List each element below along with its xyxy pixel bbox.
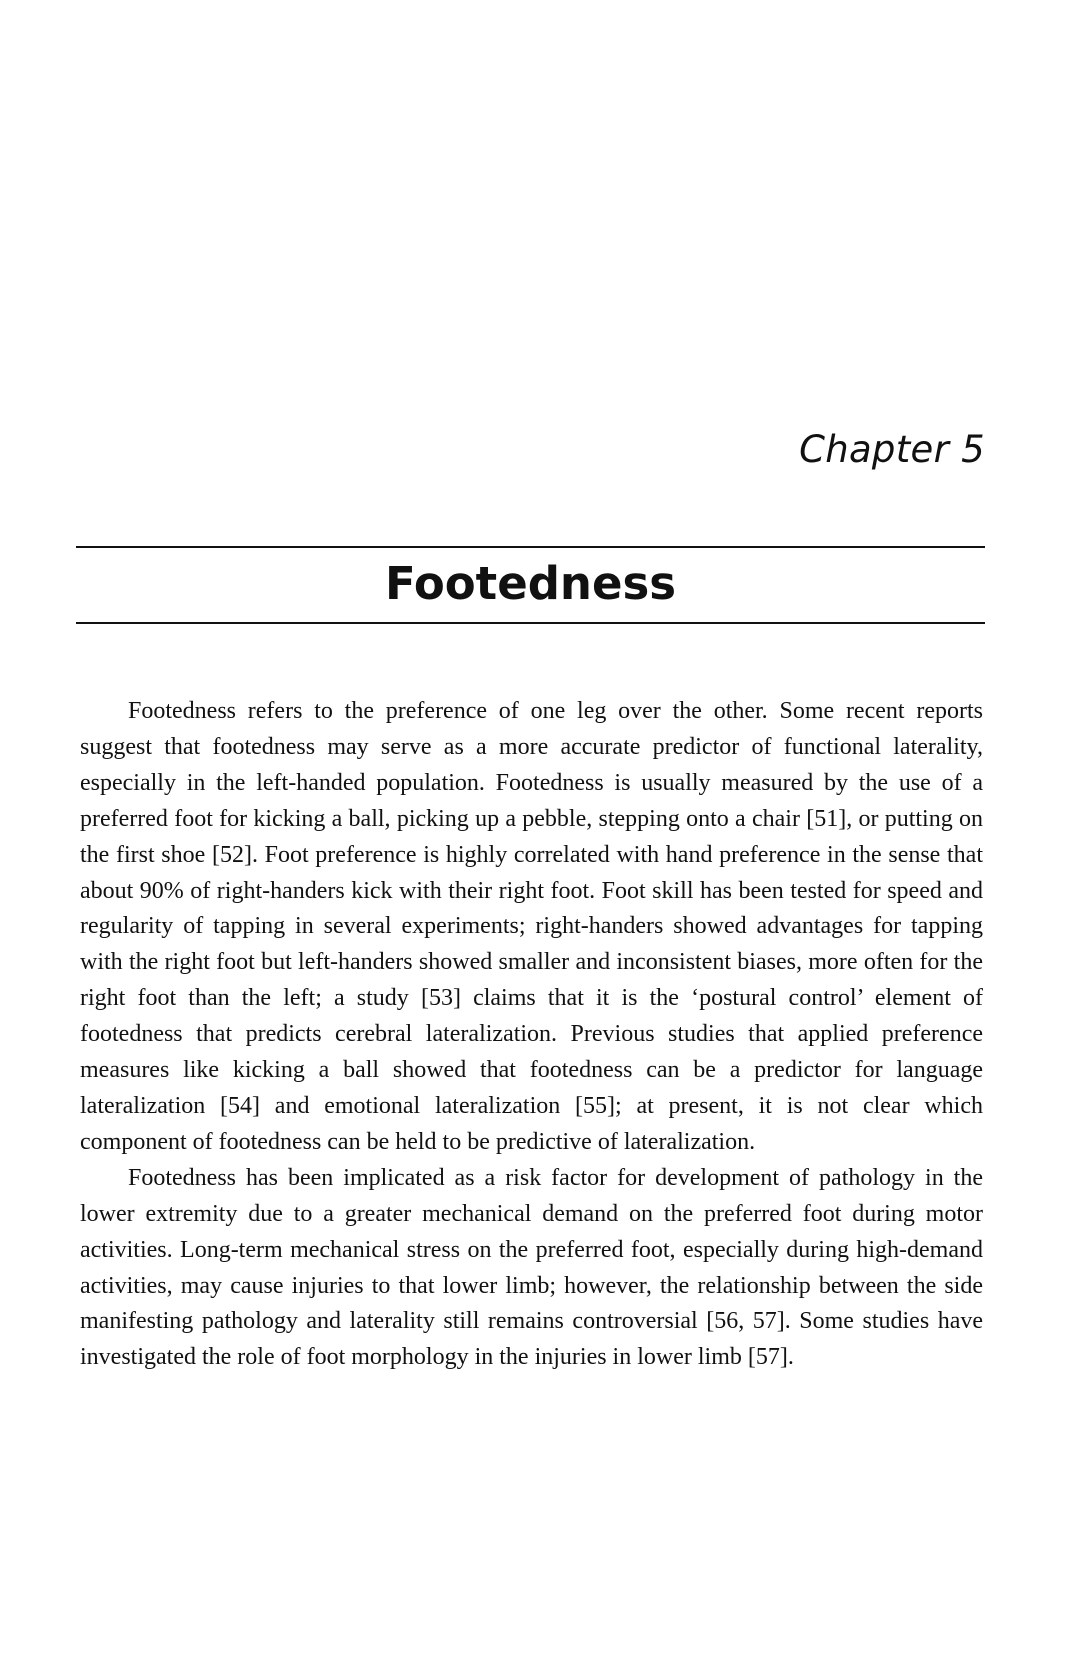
body-paragraph-1: Footedness refers to the preference of one leg over the other. Some recent reports suggest that footedness may serve as a more accurate predictor of functional laterality, especially in the left-handed population. Footedness is usually measured by the use of a preferred foot for kicking a ball, picking up a pebble, stepping onto a chair [51], or putting on the first shoe [52]. Foot preference is highly correlated with hand preference in the sense that about 90% of right-handers kick with their right foot. Foot skill has been tested for speed and regularity of tapping in several experiments; right-handers showed advantages for tapping with the right foot but left-handers showed smaller and inconsistent biases, more often for the right foot than the left; a study [53] claims that it is the ‘postural control’ element of footedness that predicts cerebral lateralization. Previous studies that applied preference measures like kicking a ball showed that footedness can be a predictor for language lateralization [54] and emotional lateralization [55]; at present, it is not clear which component of footedness can be held to be predictive of lateralization. xyxy=(80,698,983,1155)
title-bottom-rule xyxy=(76,622,985,624)
title-top-rule xyxy=(76,546,985,548)
chapter-number: Chapter 5 xyxy=(799,428,985,471)
chapter-body xyxy=(80,694,983,1376)
body-paragraph-2: Footedness has been implicated as a risk factor for development of pathology in the lower extremity due to a greater mechanical demand on the preferred foot during motor activities. Long-term mechanical stress on the preferred foot, especially during high-demand activities, may cause injuries to that lower limb; however, the relationship between the side manifesting pathology and laterality still remains controversial [56, 57]. Some studies have investigated the role of foot morphology in the injuries in lower limb [57]. xyxy=(80,1164,983,1371)
chapter-title: Footedness xyxy=(384,557,677,610)
